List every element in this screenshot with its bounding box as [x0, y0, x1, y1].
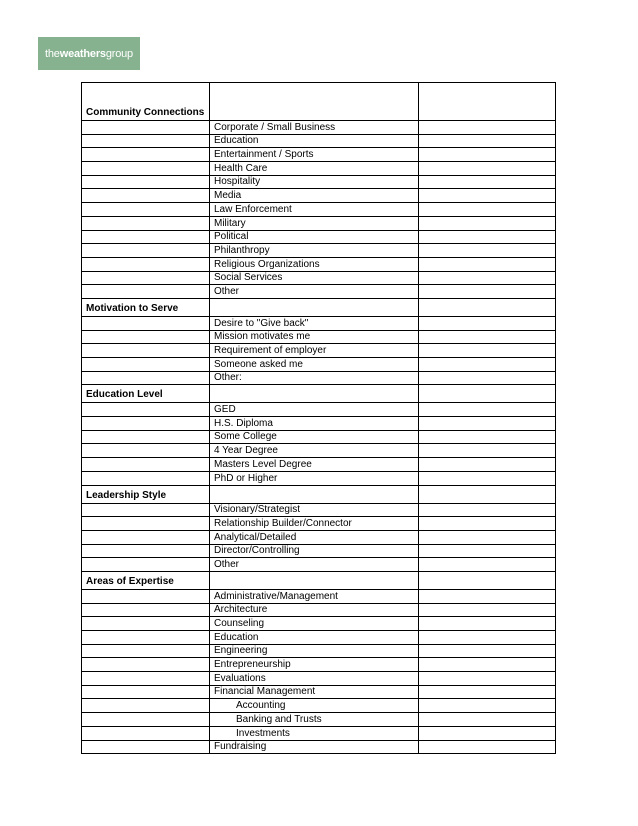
suboption-label: Banking and Trusts [210, 713, 419, 727]
option-label: Education [210, 134, 419, 148]
table-row [82, 330, 556, 344]
option-label: Architecture [210, 603, 419, 617]
section-title: Motivation to Serve [82, 298, 210, 316]
response-cell[interactable] [419, 285, 556, 299]
table-row [82, 644, 556, 658]
table-row [82, 175, 556, 189]
section-title: Community Connections [82, 83, 210, 121]
option-label: Desire to "Give back" [210, 316, 419, 330]
blank-cell[interactable] [210, 485, 419, 503]
response-cell[interactable] [419, 216, 556, 230]
option-label: Education [210, 631, 419, 645]
response-cell[interactable] [419, 203, 556, 217]
option-label: Requirement of employer [210, 344, 419, 358]
table-row [82, 699, 556, 713]
table-row [82, 617, 556, 631]
response-cell[interactable] [419, 458, 556, 472]
option-label: Relationship Builder/Connector [210, 517, 419, 531]
table-row [82, 189, 556, 203]
option-label: PhD or Higher [210, 471, 419, 485]
table-row [82, 530, 556, 544]
option-label: Social Services [210, 271, 419, 285]
option-label: Visionary/Strategist [210, 503, 419, 517]
table-row [82, 713, 556, 727]
table-row [82, 244, 556, 258]
blank-cell[interactable] [419, 298, 556, 316]
option-label: Some College [210, 430, 419, 444]
response-cell[interactable] [419, 230, 556, 244]
blank-cell[interactable] [210, 83, 419, 121]
section-title: Leadership Style [82, 485, 210, 503]
response-cell[interactable] [419, 148, 556, 162]
table-row [82, 203, 556, 217]
response-cell[interactable] [419, 471, 556, 485]
response-cell[interactable] [419, 617, 556, 631]
option-label: Other [210, 285, 419, 299]
response-cell[interactable] [419, 344, 556, 358]
option-label: Counseling [210, 617, 419, 631]
option-label: Entrepreneurship [210, 658, 419, 672]
table-row [82, 685, 556, 699]
response-cell[interactable] [419, 175, 556, 189]
option-label: Health Care [210, 162, 419, 176]
table-row [82, 430, 556, 444]
response-cell[interactable] [419, 530, 556, 544]
table-row [82, 316, 556, 330]
option-label: Mission motivates me [210, 330, 419, 344]
response-cell[interactable] [419, 444, 556, 458]
blank-cell[interactable] [419, 571, 556, 589]
table-row [82, 344, 556, 358]
table-row [82, 403, 556, 417]
response-cell[interactable] [419, 134, 556, 148]
table-row [82, 544, 556, 558]
response-cell[interactable] [419, 740, 556, 754]
table-row [82, 148, 556, 162]
response-cell[interactable] [419, 162, 556, 176]
table-row [82, 503, 556, 517]
profile-form-table [81, 82, 556, 754]
response-cell[interactable] [419, 503, 556, 517]
section-header-row [82, 385, 556, 403]
response-cell[interactable] [419, 589, 556, 603]
option-label: Financial Management [210, 685, 419, 699]
option-label: Corporate / Small Business [210, 121, 419, 135]
suboption-label: Investments [210, 726, 419, 740]
table-row [82, 230, 556, 244]
response-cell[interactable] [419, 558, 556, 572]
blank-cell[interactable] [210, 385, 419, 403]
response-cell[interactable] [419, 330, 556, 344]
blank-cell[interactable] [419, 385, 556, 403]
section-header-row [82, 571, 556, 589]
company-logo [38, 37, 140, 70]
response-cell[interactable] [419, 726, 556, 740]
option-label: Military [210, 216, 419, 230]
response-cell[interactable] [419, 189, 556, 203]
table-row [82, 658, 556, 672]
option-label: 4 Year Degree [210, 444, 419, 458]
response-cell[interactable] [419, 417, 556, 431]
response-cell[interactable] [419, 672, 556, 686]
section-title: Areas of Expertise [82, 571, 210, 589]
table-row [82, 257, 556, 271]
blank-cell[interactable] [210, 571, 419, 589]
table-row [82, 672, 556, 686]
table-row [82, 726, 556, 740]
response-cell[interactable] [419, 271, 556, 285]
section-header-row [82, 485, 556, 503]
option-label: Hospitality [210, 175, 419, 189]
option-label: Fundraising [210, 740, 419, 754]
blank-cell[interactable] [210, 298, 419, 316]
option-label: Director/Controlling [210, 544, 419, 558]
response-cell[interactable] [419, 244, 556, 258]
table-row [82, 458, 556, 472]
option-label: Entertainment / Sports [210, 148, 419, 162]
response-cell[interactable] [419, 631, 556, 645]
table-row [82, 517, 556, 531]
option-label: Media [210, 189, 419, 203]
section-title: Education Level [82, 385, 210, 403]
table-row [82, 285, 556, 299]
option-label: Evaluations [210, 672, 419, 686]
response-cell[interactable] [419, 358, 556, 372]
option-label: GED [210, 403, 419, 417]
option-label: Other: [210, 371, 419, 385]
response-cell[interactable] [419, 257, 556, 271]
table-row [82, 558, 556, 572]
table-row [82, 216, 556, 230]
response-cell[interactable] [419, 603, 556, 617]
response-cell[interactable] [419, 316, 556, 330]
option-label: Political [210, 230, 419, 244]
response-cell[interactable] [419, 713, 556, 727]
response-cell[interactable] [419, 644, 556, 658]
suboption-label: Accounting [210, 699, 419, 713]
section-header-row [82, 83, 556, 121]
response-cell[interactable] [419, 371, 556, 385]
table-row [82, 603, 556, 617]
response-cell[interactable] [419, 658, 556, 672]
section-header-row [82, 298, 556, 316]
table-row [82, 444, 556, 458]
table-row [82, 740, 556, 754]
blank-cell[interactable] [419, 485, 556, 503]
table-row [82, 371, 556, 385]
logo-text: theweathersgroup [45, 47, 133, 60]
response-cell[interactable] [419, 121, 556, 135]
table-row [82, 631, 556, 645]
option-label: Philanthropy [210, 244, 419, 258]
option-label: Masters Level Degree [210, 458, 419, 472]
table-row [82, 589, 556, 603]
option-label: Analytical/Detailed [210, 530, 419, 544]
table-row [82, 417, 556, 431]
response-cell[interactable] [419, 685, 556, 699]
response-cell[interactable] [419, 403, 556, 417]
response-cell[interactable] [419, 699, 556, 713]
table-row [82, 121, 556, 135]
response-cell[interactable] [419, 544, 556, 558]
option-label: Administrative/Management [210, 589, 419, 603]
blank-cell[interactable] [419, 83, 556, 121]
option-label: Engineering [210, 644, 419, 658]
option-label: Other [210, 558, 419, 572]
option-label: Law Enforcement [210, 203, 419, 217]
option-label: Religious Organizations [210, 257, 419, 271]
option-label: H.S. Diploma [210, 417, 419, 431]
table-row [82, 162, 556, 176]
response-cell[interactable] [419, 430, 556, 444]
table-row [82, 271, 556, 285]
table-row [82, 134, 556, 148]
option-label: Someone asked me [210, 358, 419, 372]
table-row [82, 471, 556, 485]
table-row [82, 358, 556, 372]
response-cell[interactable] [419, 517, 556, 531]
